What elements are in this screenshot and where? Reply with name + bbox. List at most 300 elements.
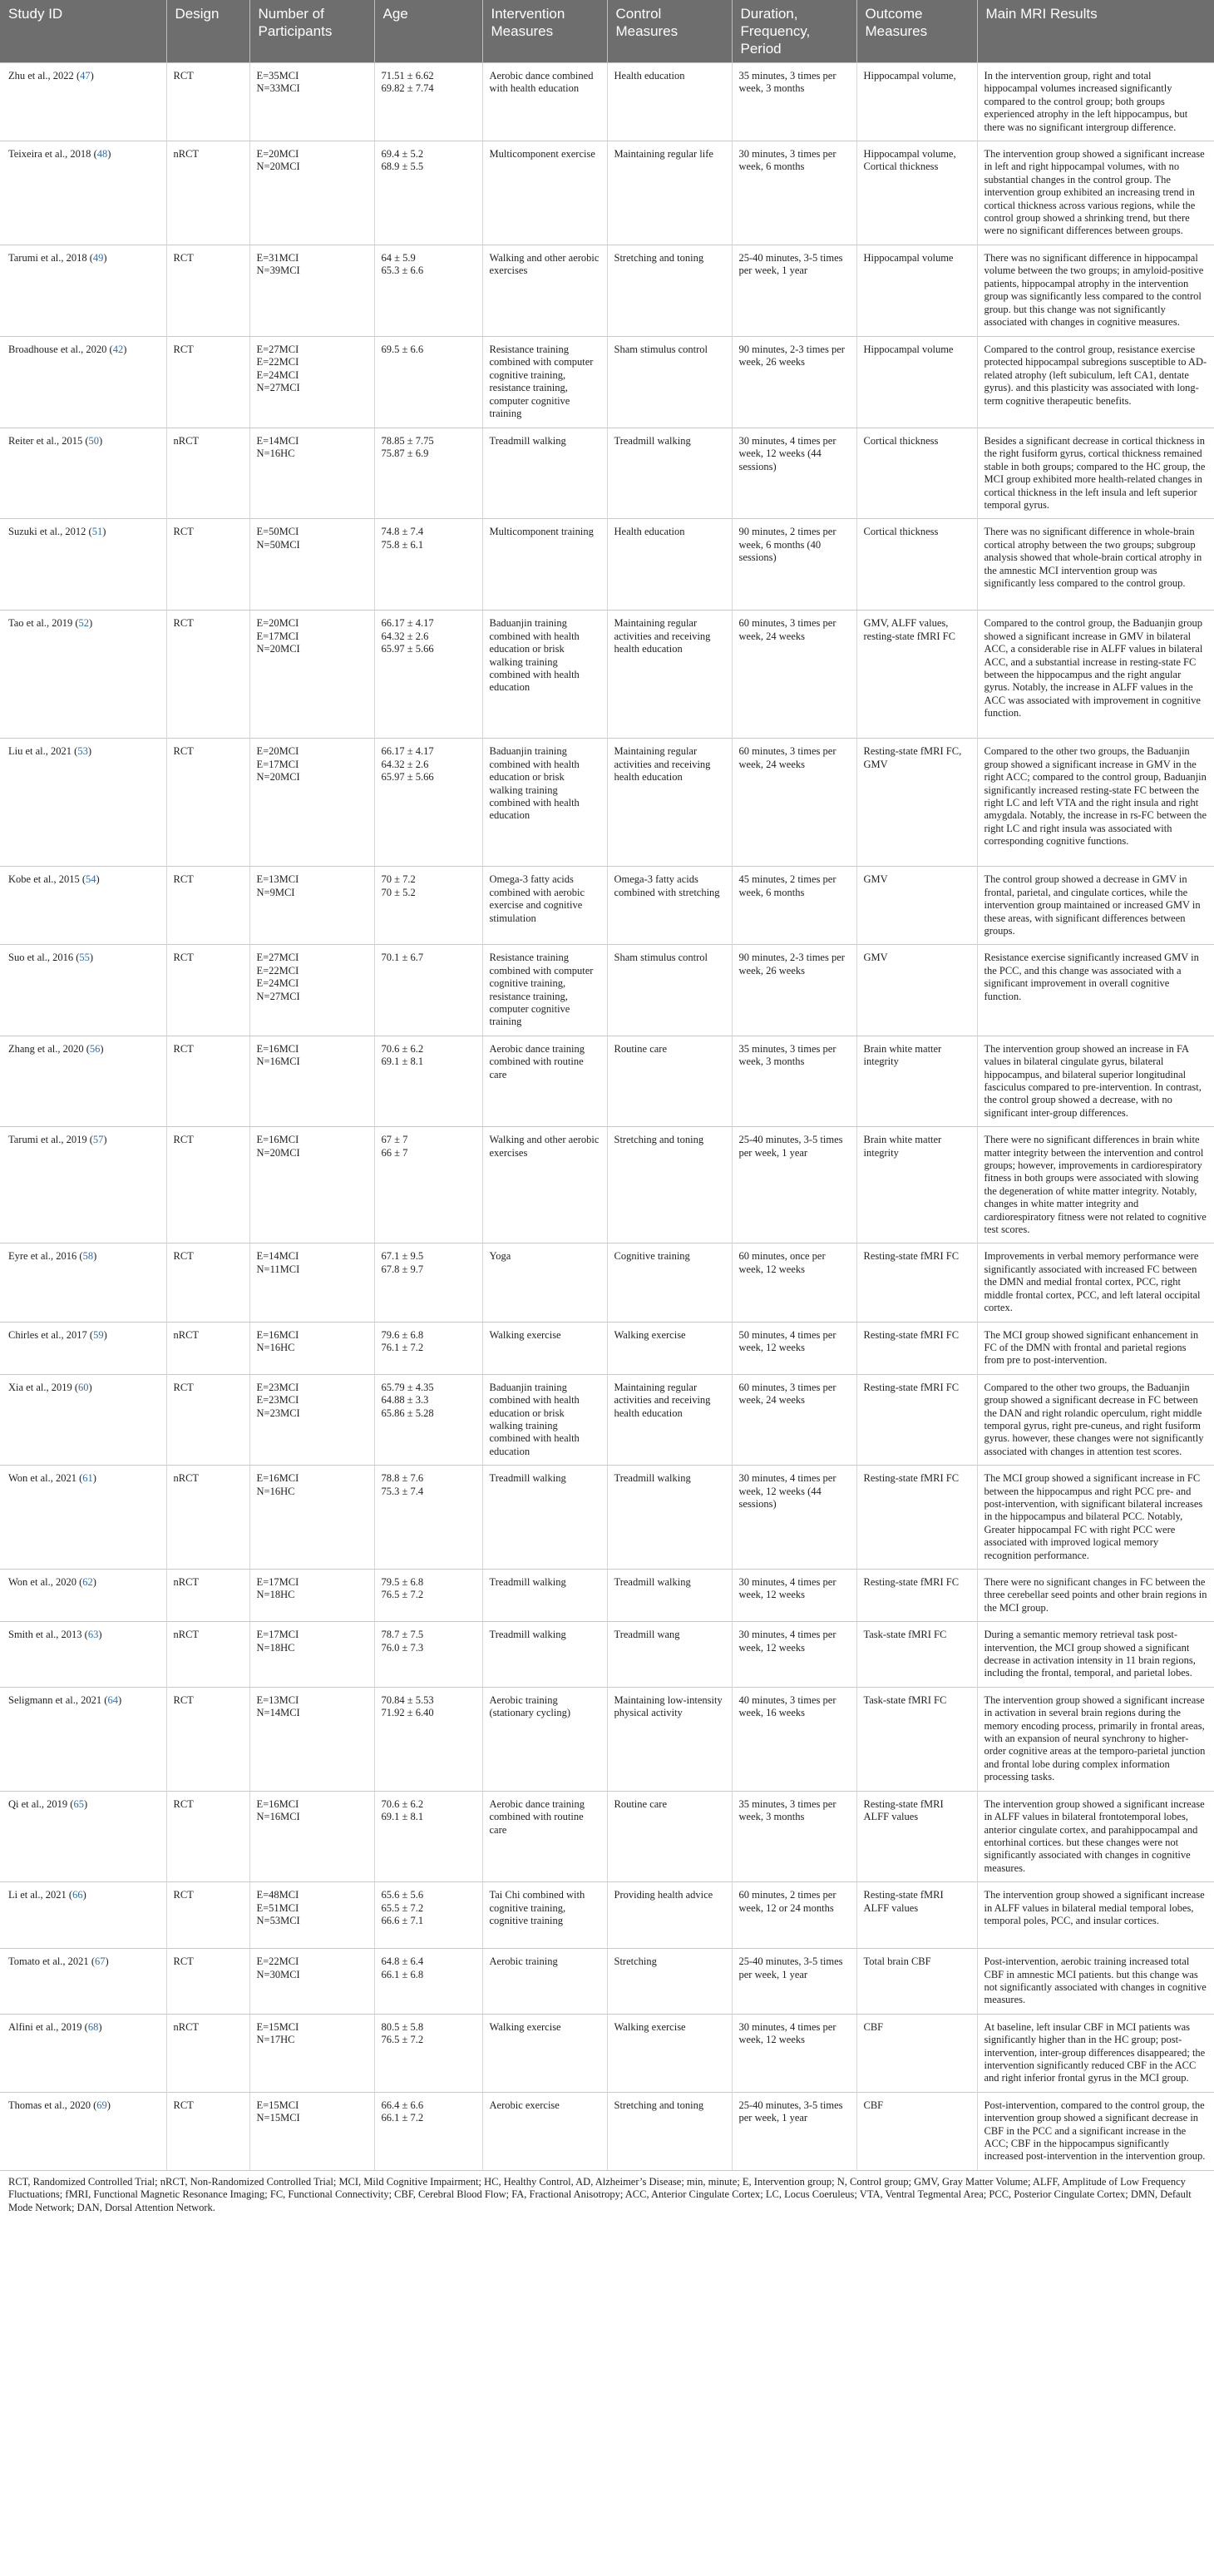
header-outcome-measures: Outcome Measures — [856, 0, 977, 63]
result-text: The intervention group showed a significant increase in ALFF values in bilateral medial temporal lobes, temporal poles, PCC, and insular cortices. — [984, 1889, 1205, 1926]
participant-group: E=14MCI — [256, 434, 299, 447]
outcome-cell — [856, 1949, 977, 2015]
duration-cell — [732, 739, 856, 867]
design-value: RCT — [173, 1381, 194, 1393]
intervention-text: Baduanjin training combined with health education or brisk walking training combined with health education — [489, 745, 580, 822]
age-value: 66.17 ± 4.17 — [381, 617, 434, 630]
age-cell — [374, 1791, 482, 1881]
age-value: 67 ± 7 — [381, 1134, 408, 1146]
duration-cell — [732, 1882, 856, 1949]
study-name: Zhang et al., 2020 — [8, 1042, 84, 1055]
outcome-text: GMV — [863, 873, 888, 886]
duration-cell — [732, 1687, 856, 1791]
age-value: 69.1 ± 8.1 — [381, 1056, 424, 1068]
intervention-cell — [482, 1036, 607, 1126]
control-text: Stretching and toning — [614, 2099, 704, 2111]
participant-group: N=15MCI — [256, 2112, 300, 2124]
participants-cell — [249, 867, 374, 945]
design-cell — [166, 336, 249, 428]
outcome-cell — [856, 1882, 977, 1949]
duration-cell — [732, 2092, 856, 2170]
design-cell — [166, 2014, 249, 2092]
age-cell — [374, 739, 482, 867]
design-cell — [166, 1374, 249, 1465]
control-cell — [607, 1622, 732, 1688]
duration-text: 30 minutes, 4 times per week, 12 weeks — [738, 1629, 836, 1654]
age-cell — [374, 1374, 482, 1465]
header-design: Design — [166, 0, 249, 63]
duration-text: 35 minutes, 3 times per week, 3 months — [738, 70, 836, 95]
intervention-cell — [482, 1791, 607, 1881]
outcome-text: Resting-state fMRI FC — [863, 1576, 960, 1588]
header-intervention-measures: Intervention Measures — [482, 0, 607, 63]
age-cell — [374, 1127, 482, 1244]
design-value: RCT — [173, 1693, 194, 1706]
study-id-cell: Eyre et al., 2016 (58) — [0, 1244, 166, 1322]
study-id-cell: Chirles et al., 2017 (59) — [0, 1322, 166, 1374]
study-id-cell: Suo et al., 2016 (55) — [0, 945, 166, 1036]
reference-link: 52 — [78, 617, 90, 630]
intervention-cell — [482, 1687, 607, 1791]
outcome-text: Total brain CBF — [863, 1955, 931, 1968]
control-text: Maintaining regular activities and receiving health education — [614, 1381, 711, 1419]
participants-cell — [249, 611, 374, 739]
participants-cell — [249, 739, 374, 867]
intervention-text: Omega-3 fatty acids combined with aerobic exercise and cognitive stimulation — [489, 873, 585, 924]
participant-group: N=11MCI — [256, 1263, 300, 1275]
design-cell — [166, 519, 249, 611]
outcome-text: Brain white matter integrity — [863, 1134, 942, 1159]
study-name: Suo et al., 2016 — [8, 952, 74, 964]
design-value: RCT — [173, 873, 194, 886]
control-text: Maintaining regular activities and receiving health education — [614, 617, 711, 655]
study-name: Tao et al., 2019 — [8, 617, 73, 630]
design-cell — [166, 2092, 249, 2170]
participant-group: E=27MCI — [256, 952, 299, 964]
age-cell — [374, 1622, 482, 1688]
reference-link: 64 — [107, 1693, 118, 1706]
duration-text: 50 minutes, 4 times per week, 12 weeks — [738, 1328, 836, 1353]
age-value: 69.1 ± 8.1 — [381, 1811, 424, 1823]
age-value: 66.1 ± 7.2 — [381, 2112, 424, 2124]
outcome-text: Brain white matter integrity — [863, 1042, 942, 1068]
participant-group: E=13MCI — [256, 873, 299, 886]
result-text: The control group showed a decrease in GMV in frontal, parietal, and cingulate cortices, while the intervention group maintained or increased GMV in these areas, with significant differences between groups. — [984, 873, 1201, 937]
duration-text: 30 minutes, 3 times per week, 6 months — [738, 148, 836, 173]
outcome-cell — [856, 611, 977, 739]
control-cell — [607, 1127, 732, 1244]
study-id-cell: Suzuki et al., 2012 (51) — [0, 519, 166, 611]
intervention-text: Baduanjin training combined with health education or brisk walking training combined with health education — [489, 617, 580, 694]
outcome-text: Resting-state fMRI ALFF values — [863, 1889, 944, 1914]
design-cell — [166, 1244, 249, 1322]
age-value: 71.51 ± 6.62 — [381, 70, 434, 82]
outcome-text: Cortical thickness — [863, 526, 939, 538]
participant-group: E=16MCI — [256, 1797, 299, 1810]
control-text: Stretching — [614, 1955, 657, 1968]
intervention-text: Aerobic dance combined with health education — [489, 70, 594, 95]
design-cell — [166, 1949, 249, 2015]
age-cell — [374, 63, 482, 141]
duration-text: 35 minutes, 3 times per week, 3 months — [738, 1797, 836, 1823]
age-cell — [374, 336, 482, 428]
duration-cell — [732, 1127, 856, 1244]
design-cell — [166, 1882, 249, 1949]
control-text: Sham stimulus control — [614, 343, 708, 355]
outcome-cell — [856, 2014, 977, 2092]
control-text: Maintaining regular life — [614, 148, 713, 161]
participant-group: N=16HC — [256, 447, 295, 460]
control-cell — [607, 1244, 732, 1322]
study-id-cell: Tomato et al., 2021 (67) — [0, 1949, 166, 2015]
design-value: RCT — [173, 1797, 194, 1810]
study-name: Smith et al., 2013 — [8, 1629, 82, 1641]
control-cell — [607, 428, 732, 518]
duration-text: 90 minutes, 2-3 times per week, 26 weeks — [738, 343, 845, 368]
participant-group: N=16HC — [256, 1485, 295, 1497]
result-text: The MCI group showed significant enhancement in FC of the DMN with frontal and parietal regions from pre to post-intervention. — [984, 1328, 1199, 1367]
table-row — [0, 2014, 1214, 2092]
intervention-cell — [482, 867, 607, 945]
result-text: Post-intervention, compared to the control group, the intervention group showed a significant decrease in CBF in the PCC and a significant increase in the ACC; CBF in the hippocampus significantly increased post-intervention in the intervention group. — [984, 2099, 1206, 2163]
age-value: 76.5 ± 7.2 — [381, 1589, 424, 1601]
participant-group: E=20MCI — [256, 745, 299, 758]
control-cell — [607, 1949, 732, 2015]
age-cell — [374, 1036, 482, 1126]
result-cell — [977, 1036, 1214, 1126]
design-cell — [166, 867, 249, 945]
outcome-cell — [856, 945, 977, 1036]
table-row — [0, 1570, 1214, 1622]
design-value: RCT — [173, 1250, 194, 1263]
duration-text: 45 minutes, 2 times per week, 6 months — [738, 873, 836, 898]
intervention-cell — [482, 1466, 607, 1570]
design-value: nRCT — [173, 1328, 200, 1341]
age-value: 66 ± 7 — [381, 1146, 408, 1159]
duration-cell — [732, 1570, 856, 1622]
intervention-cell — [482, 1322, 607, 1374]
reference-link: 51 — [91, 526, 103, 538]
study-name: Won et al., 2021 — [8, 1472, 76, 1485]
age-value: 67.8 ± 9.7 — [381, 1263, 424, 1275]
control-cell — [607, 2092, 732, 2170]
intervention-cell — [482, 336, 607, 428]
study-id-cell: Teixeira et al., 2018 (48) — [0, 141, 166, 245]
control-cell — [607, 1791, 732, 1881]
outcome-text: Resting-state fMRI FC — [863, 1328, 960, 1341]
participant-group: E=15MCI — [256, 2020, 299, 2033]
design-cell — [166, 63, 249, 141]
study-name: Chirles et al., 2017 — [8, 1328, 87, 1341]
intervention-text: Multicomponent training — [489, 526, 594, 538]
study-id-cell: Xia et al., 2019 (60) — [0, 1374, 166, 1465]
participants-cell — [249, 245, 374, 336]
result-cell — [977, 1882, 1214, 1949]
age-cell — [374, 867, 482, 945]
age-cell — [374, 1882, 482, 1949]
control-text: Treadmill walking — [614, 434, 691, 447]
table-row — [0, 519, 1214, 611]
study-name: Liu et al., 2021 — [8, 745, 72, 758]
intervention-cell — [482, 245, 607, 336]
intervention-cell — [482, 1949, 607, 2015]
duration-cell — [732, 2014, 856, 2092]
duration-cell — [732, 336, 856, 428]
control-text: Walking exercise — [614, 1328, 686, 1341]
control-text: Walking exercise — [614, 2020, 686, 2033]
control-cell — [607, 336, 732, 428]
participant-group: E=48MCI — [256, 1889, 299, 1901]
participant-group: E=22MCI — [256, 964, 299, 977]
table-row — [0, 141, 1214, 245]
control-text: Maintaining low-intensity physical activity — [614, 1693, 723, 1719]
duration-cell — [732, 1322, 856, 1374]
intervention-cell — [482, 739, 607, 867]
design-cell — [166, 1687, 249, 1791]
intervention-text: Treadmill walking — [489, 1629, 566, 1641]
participant-group: N=16HC — [256, 1341, 295, 1353]
participant-group: N=14MCI — [256, 1707, 300, 1719]
outcome-text: Resting-state fMRI ALFF values — [863, 1797, 944, 1823]
control-cell — [607, 739, 732, 867]
header-main-mri-results: Main MRI Results — [977, 0, 1214, 63]
age-value: 70 ± 7.2 — [381, 873, 416, 886]
outcome-text: Hippocampal volume — [863, 251, 954, 264]
outcome-text: Task-state fMRI FC — [863, 1629, 947, 1641]
participant-group: N=9MCI — [256, 886, 295, 898]
design-value: RCT — [173, 1955, 194, 1968]
design-cell — [166, 245, 249, 336]
result-cell — [977, 1791, 1214, 1881]
age-cell — [374, 1322, 482, 1374]
intervention-text: Treadmill walking — [489, 434, 566, 447]
intervention-text: Aerobic dance training combined with routine care — [489, 1797, 585, 1836]
study-name: Li et al., 2021 — [8, 1889, 67, 1901]
study-name: Tarumi et al., 2019 — [8, 1134, 87, 1146]
reference-link: 63 — [87, 1629, 99, 1641]
outcome-cell — [856, 1244, 977, 1322]
table-row — [0, 1374, 1214, 1465]
age-cell — [374, 1466, 482, 1570]
outcome-cell — [856, 739, 977, 867]
participants-cell — [249, 2092, 374, 2170]
intervention-text: Walking and other aerobic exercises — [489, 251, 600, 277]
result-text: Post-intervention, aerobic training increased total CBF in amnestic MCI patients. but this change was not significantly associated with changes in cognitive measures. — [984, 1955, 1207, 2006]
intervention-text: Resistance training combined with computer cognitive training, resistance training, computer cognitive training — [489, 952, 594, 1028]
design-value: nRCT — [173, 148, 200, 161]
age-value: 64.8 ± 6.4 — [381, 1955, 424, 1968]
design-value: nRCT — [173, 1629, 200, 1641]
reference-link: 65 — [73, 1797, 84, 1810]
table-row — [0, 63, 1214, 141]
design-cell — [166, 611, 249, 739]
study-id-cell: Thomas et al., 2020 (69) — [0, 2092, 166, 2170]
header-duration: Duration, Frequency, Period — [732, 0, 856, 63]
age-value: 80.5 ± 5.8 — [381, 2020, 424, 2033]
age-value: 75.87 ± 6.9 — [381, 447, 429, 460]
participant-group: N=27MCI — [256, 990, 300, 1002]
intervention-cell — [482, 1570, 607, 1622]
participant-group: E=17MCI — [256, 1576, 299, 1588]
reference-link: 48 — [96, 148, 108, 161]
design-value: RCT — [173, 1889, 194, 1901]
duration-cell — [732, 867, 856, 945]
control-cell — [607, 2014, 732, 2092]
participant-group: E=50MCI — [256, 526, 299, 538]
participant-group: E=16MCI — [256, 1472, 299, 1485]
result-cell — [977, 1244, 1214, 1322]
age-value: 67.1 ± 9.5 — [381, 1250, 424, 1263]
table-body — [0, 63, 1214, 2170]
participants-cell — [249, 63, 374, 141]
age-value: 64 ± 5.9 — [381, 251, 416, 264]
participant-group: N=20MCI — [256, 1146, 300, 1159]
study-name: Reiter et al., 2015 — [8, 434, 83, 447]
design-cell — [166, 1322, 249, 1374]
table-row — [0, 1466, 1214, 1570]
outcome-cell — [856, 1466, 977, 1570]
reference-link: 50 — [88, 434, 100, 447]
outcome-text: Hippocampal volume, — [863, 70, 956, 82]
participants-cell — [249, 1687, 374, 1791]
participants-cell — [249, 1622, 374, 1688]
age-value: 69.82 ± 7.74 — [381, 82, 434, 95]
participant-group: E=51MCI — [256, 1901, 299, 1914]
control-text: Omega-3 fatty acids combined with stretching — [614, 873, 720, 898]
age-value: 65.3 ± 6.6 — [381, 265, 424, 277]
age-value: 69.5 ± 6.6 — [381, 343, 424, 355]
outcome-cell — [856, 245, 977, 336]
participant-group: N=39MCI — [256, 265, 300, 277]
participant-group: E=14MCI — [256, 1250, 299, 1263]
duration-cell — [732, 63, 856, 141]
intervention-cell — [482, 1622, 607, 1688]
header-age: Age — [374, 0, 482, 63]
result-cell — [977, 63, 1214, 141]
study-id-cell: Seligmann et al., 2021 (64) — [0, 1687, 166, 1791]
intervention-cell — [482, 1127, 607, 1244]
participant-group: N=18HC — [256, 1589, 295, 1601]
table-row — [0, 1244, 1214, 1322]
table-row — [0, 428, 1214, 518]
duration-cell — [732, 245, 856, 336]
study-name: Tomato et al., 2021 — [8, 1955, 89, 1968]
intervention-text: Aerobic training — [489, 1955, 558, 1968]
age-value: 66.6 ± 7.1 — [381, 1914, 424, 1926]
outcome-cell — [856, 336, 977, 428]
design-value: nRCT — [173, 2020, 200, 2033]
participant-group: E=35MCI — [256, 70, 299, 82]
reference-link: 53 — [77, 745, 88, 758]
age-value: 79.5 ± 6.8 — [381, 1576, 424, 1588]
design-cell — [166, 1570, 249, 1622]
duration-text: 30 minutes, 4 times per week, 12 weeks — [738, 1576, 836, 1601]
study-id-cell: Reiter et al., 2015 (50) — [0, 428, 166, 518]
control-cell — [607, 945, 732, 1036]
control-text: Health education — [614, 526, 685, 538]
participant-group: N=27MCI — [256, 382, 300, 394]
result-cell — [977, 867, 1214, 945]
participant-group: N=16MCI — [256, 1056, 300, 1068]
intervention-cell — [482, 2014, 607, 2092]
table-row — [0, 739, 1214, 867]
result-cell — [977, 2092, 1214, 2170]
study-id-cell: Zhang et al., 2020 (56) — [0, 1036, 166, 1126]
table-footnote: RCT, Randomized Controlled Trial; nRCT, Non-Randomized Controlled Trial; MCI, Mild Cognitive Impairment; HC, Healthy Control, AD, Alzheimer’s Disease; min, minute; E, Intervention group; N, Control group; GMV, Gray Matter Volume; ALFF, Amplitude of Low Frequency Fluctuations; fMRI, Functional Magnetic Resonance Imaging; FC, Functional Connectivity; CBF, Cerebral Blood Flow; FA, Fractional Anisotropy; ACC, Anterior Cingulate Cortex; LC, Locus Coeruleus; VTA, Ventral Tegmental Area; PCC, Posterior Cingulate Cortex; DMN, Default Mode Network; DAN, Dorsal Attention Network. — [0, 2170, 1214, 2215]
intervention-text: Baduanjin training combined with health education or brisk walking training combined with health education — [489, 1381, 580, 1457]
outcome-cell — [856, 1622, 977, 1688]
outcome-text: Resting-state fMRI FC — [863, 1472, 960, 1485]
table-row — [0, 1622, 1214, 1688]
outcome-cell — [856, 1322, 977, 1374]
result-cell — [977, 245, 1214, 336]
age-value: 66.1 ± 6.8 — [381, 1968, 424, 1980]
result-text: Compared to the other two groups, the Baduanjin group showed a significant increase in GMV in the right ACC; compared to the control group, Baduanjin significantly increased resting-state FC between the right LC and left VTA and the right insula and right amygdala. Notably, the increase in rs-FC between the right LC and right insula was associated with corresponding cognitive functions. — [984, 745, 1207, 848]
participants-cell — [249, 519, 374, 611]
result-cell — [977, 1374, 1214, 1465]
result-cell — [977, 519, 1214, 611]
participants-cell — [249, 1466, 374, 1570]
participants-cell — [249, 945, 374, 1036]
design-value: nRCT — [173, 434, 200, 447]
age-value: 65.79 ± 4.35 — [381, 1381, 434, 1393]
result-text: The intervention group showed a significant increase in ALFF values in bilateral frontotemporal lobes, anterior cingulate cortex, and parahippocampal and entorhinal cortices. but these changes were not significantly associated with changes in cognitive measures. — [984, 1797, 1205, 1874]
study-name: Eyre et al., 2016 — [8, 1250, 77, 1263]
reference-link: 56 — [89, 1042, 101, 1055]
table-row — [0, 867, 1214, 945]
control-cell — [607, 867, 732, 945]
result-cell — [977, 1322, 1214, 1374]
duration-cell — [732, 141, 856, 245]
result-cell — [977, 1949, 1214, 2015]
participants-cell — [249, 1570, 374, 1622]
duration-cell — [732, 611, 856, 739]
participants-cell — [249, 336, 374, 428]
outcome-text: CBF — [863, 2020, 884, 2033]
table-row — [0, 1687, 1214, 1791]
outcome-text: GMV — [863, 952, 888, 964]
intervention-cell — [482, 63, 607, 141]
control-cell — [607, 1570, 732, 1622]
participant-group: E=16MCI — [256, 1328, 299, 1341]
control-cell — [607, 63, 732, 141]
design-cell — [166, 1466, 249, 1570]
participant-group: E=22MCI — [256, 356, 299, 368]
age-value: 70.6 ± 6.2 — [381, 1797, 424, 1810]
reference-link: 67 — [94, 1955, 106, 1968]
outcome-cell — [856, 1127, 977, 1244]
intervention-text: Tai Chi combined with cognitive training, cognitive training — [489, 1889, 585, 1926]
participant-group: N=53MCI — [256, 1914, 300, 1926]
participant-group: E=23MCI — [256, 1381, 299, 1393]
age-cell — [374, 1949, 482, 2015]
intervention-text: Walking exercise — [489, 1328, 561, 1341]
control-text: Routine care — [614, 1042, 668, 1055]
result-cell — [977, 1127, 1214, 1244]
table-row — [0, 1036, 1214, 1126]
outcome-cell — [856, 2092, 977, 2170]
result-text: There were no significant changes in FC between the three cerebellar seed points and other brain regions in the MCI group. — [984, 1576, 1207, 1614]
participant-group: N=30MCI — [256, 1968, 300, 1980]
outcome-cell — [856, 1791, 977, 1881]
participant-group: E=24MCI — [256, 368, 299, 381]
study-name: Thomas et al., 2020 — [8, 2099, 91, 2111]
intervention-cell — [482, 945, 607, 1036]
outcome-cell — [856, 141, 977, 245]
outcome-text: Resting-state fMRI FC, GMV — [863, 745, 962, 770]
table-row — [0, 611, 1214, 739]
duration-cell — [732, 945, 856, 1036]
